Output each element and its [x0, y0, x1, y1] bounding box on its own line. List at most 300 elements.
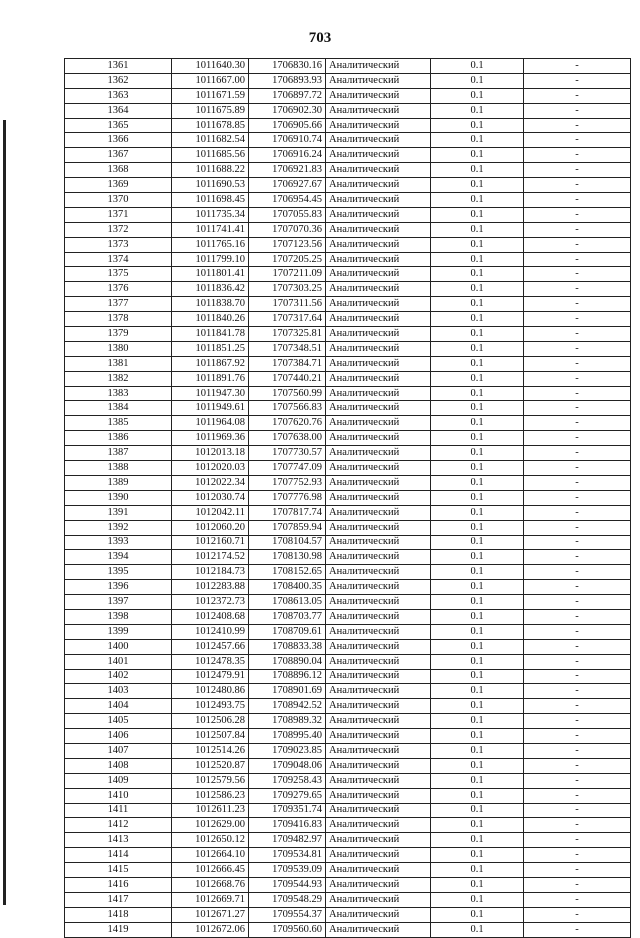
- x-coordinate-cell: 1012479.91: [172, 669, 249, 684]
- table-row: [65, 267, 631, 282]
- point-number-cell: 1376: [65, 282, 172, 297]
- method-cell: Аналитический: [326, 684, 431, 699]
- method-cell: Аналитический: [326, 624, 431, 639]
- x-coordinate-cell: 1011801.41: [172, 267, 249, 282]
- accuracy-cell: 0.1: [431, 461, 524, 476]
- dash-cell: -: [524, 267, 631, 282]
- point-number-cell: 1384: [65, 401, 172, 416]
- x-coordinate-cell: 1011675.89: [172, 103, 249, 118]
- x-coordinate-cell: 1012672.06: [172, 922, 249, 937]
- table-row: [65, 148, 631, 163]
- dash-cell: -: [524, 282, 631, 297]
- table-row: [65, 401, 631, 416]
- x-coordinate-cell: 1012493.75: [172, 699, 249, 714]
- dash-cell: -: [524, 595, 631, 610]
- y-coordinate-cell: 1708833.38: [249, 639, 326, 654]
- point-number-cell: 1413: [65, 833, 172, 848]
- dash-cell: -: [524, 788, 631, 803]
- point-number-cell: 1386: [65, 431, 172, 446]
- accuracy-cell: 0.1: [431, 773, 524, 788]
- point-number-cell: 1390: [65, 490, 172, 505]
- y-coordinate-cell: 1709482.97: [249, 833, 326, 848]
- method-cell: Аналитический: [326, 609, 431, 624]
- dash-cell: -: [524, 520, 631, 535]
- accuracy-cell: 0.1: [431, 639, 524, 654]
- y-coordinate-cell: 1706897.72: [249, 88, 326, 103]
- dash-cell: -: [524, 535, 631, 550]
- method-cell: Аналитический: [326, 788, 431, 803]
- accuracy-cell: 0.1: [431, 535, 524, 550]
- table-row: [65, 654, 631, 669]
- table-row: [65, 892, 631, 907]
- accuracy-cell: 0.1: [431, 729, 524, 744]
- table-row: [65, 922, 631, 937]
- method-cell: Аналитический: [326, 386, 431, 401]
- method-cell: Аналитический: [326, 535, 431, 550]
- method-cell: Аналитический: [326, 133, 431, 148]
- point-number-cell: 1416: [65, 877, 172, 892]
- x-coordinate-cell: 1011964.08: [172, 416, 249, 431]
- y-coordinate-cell: 1707123.56: [249, 237, 326, 252]
- method-cell: Аналитический: [326, 877, 431, 892]
- dash-cell: -: [524, 416, 631, 431]
- table-row: [65, 73, 631, 88]
- table-row: [65, 565, 631, 580]
- dash-cell: -: [524, 624, 631, 639]
- x-coordinate-cell: 1011891.76: [172, 371, 249, 386]
- point-number-cell: 1374: [65, 252, 172, 267]
- table-row: [65, 684, 631, 699]
- x-coordinate-cell: 1012030.74: [172, 490, 249, 505]
- x-coordinate-cell: 1012666.45: [172, 863, 249, 878]
- accuracy-cell: 0.1: [431, 193, 524, 208]
- y-coordinate-cell: 1708890.04: [249, 654, 326, 669]
- dash-cell: -: [524, 833, 631, 848]
- y-coordinate-cell: 1708942.52: [249, 699, 326, 714]
- y-coordinate-cell: 1708152.65: [249, 565, 326, 580]
- point-number-cell: 1379: [65, 327, 172, 342]
- point-number-cell: 1403: [65, 684, 172, 699]
- point-number-cell: 1394: [65, 550, 172, 565]
- coordinates-table-body: [65, 59, 631, 938]
- x-coordinate-cell: 1011799.10: [172, 252, 249, 267]
- point-number-cell: 1412: [65, 818, 172, 833]
- table-row: [65, 624, 631, 639]
- x-coordinate-cell: 1011682.54: [172, 133, 249, 148]
- accuracy-cell: 0.1: [431, 282, 524, 297]
- table-row: [65, 669, 631, 684]
- accuracy-cell: 0.1: [431, 178, 524, 193]
- y-coordinate-cell: 1707055.83: [249, 207, 326, 222]
- table-row: [65, 207, 631, 222]
- table-row: [65, 863, 631, 878]
- dash-cell: -: [524, 386, 631, 401]
- x-coordinate-cell: 1011741.41: [172, 222, 249, 237]
- table-row: [65, 222, 631, 237]
- point-number-cell: 1369: [65, 178, 172, 193]
- x-coordinate-cell: 1011685.56: [172, 148, 249, 163]
- x-coordinate-cell: 1012669.71: [172, 892, 249, 907]
- point-number-cell: 1418: [65, 907, 172, 922]
- dash-cell: -: [524, 461, 631, 476]
- accuracy-cell: 0.1: [431, 520, 524, 535]
- method-cell: Аналитический: [326, 699, 431, 714]
- x-coordinate-cell: 1012664.10: [172, 848, 249, 863]
- accuracy-cell: 0.1: [431, 327, 524, 342]
- y-coordinate-cell: 1707070.36: [249, 222, 326, 237]
- x-coordinate-cell: 1011836.42: [172, 282, 249, 297]
- table-row: [65, 848, 631, 863]
- method-cell: Аналитический: [326, 595, 431, 610]
- x-coordinate-cell: 1011949.61: [172, 401, 249, 416]
- y-coordinate-cell: 1709279.65: [249, 788, 326, 803]
- dash-cell: -: [524, 207, 631, 222]
- dash-cell: -: [524, 341, 631, 356]
- table-row: [65, 729, 631, 744]
- x-coordinate-cell: 1011671.59: [172, 88, 249, 103]
- accuracy-cell: 0.1: [431, 654, 524, 669]
- table-row: [65, 341, 631, 356]
- page-number: 703: [308, 30, 332, 46]
- table-row: [65, 550, 631, 565]
- table-row: [65, 580, 631, 595]
- method-cell: Аналитический: [326, 88, 431, 103]
- y-coordinate-cell: 1709539.09: [249, 863, 326, 878]
- method-cell: Аналитический: [326, 431, 431, 446]
- method-cell: Аналитический: [326, 565, 431, 580]
- x-coordinate-cell: 1012160.71: [172, 535, 249, 550]
- x-coordinate-cell: 1012514.26: [172, 743, 249, 758]
- x-coordinate-cell: 1011867.92: [172, 356, 249, 371]
- point-number-cell: 1400: [65, 639, 172, 654]
- accuracy-cell: 0.1: [431, 73, 524, 88]
- dash-cell: -: [524, 684, 631, 699]
- dash-cell: -: [524, 654, 631, 669]
- method-cell: Аналитический: [326, 356, 431, 371]
- method-cell: Аналитический: [326, 401, 431, 416]
- x-coordinate-cell: 1012478.35: [172, 654, 249, 669]
- point-number-cell: 1410: [65, 788, 172, 803]
- method-cell: Аналитический: [326, 758, 431, 773]
- y-coordinate-cell: 1707317.64: [249, 312, 326, 327]
- x-coordinate-cell: 1012611.23: [172, 803, 249, 818]
- accuracy-cell: 0.1: [431, 133, 524, 148]
- x-coordinate-cell: 1012060.20: [172, 520, 249, 535]
- table-row: [65, 163, 631, 178]
- method-cell: Аналитический: [326, 446, 431, 461]
- dash-cell: -: [524, 252, 631, 267]
- x-coordinate-cell: 1011688.22: [172, 163, 249, 178]
- y-coordinate-cell: 1707752.93: [249, 475, 326, 490]
- dash-cell: -: [524, 863, 631, 878]
- x-coordinate-cell: 1012184.73: [172, 565, 249, 580]
- dash-cell: -: [524, 922, 631, 937]
- y-coordinate-cell: 1706905.66: [249, 118, 326, 133]
- point-number-cell: 1405: [65, 714, 172, 729]
- table-row: [65, 431, 631, 446]
- table-row: [65, 907, 631, 922]
- dash-cell: -: [524, 803, 631, 818]
- method-cell: Аналитический: [326, 639, 431, 654]
- y-coordinate-cell: 1706902.30: [249, 103, 326, 118]
- accuracy-cell: 0.1: [431, 684, 524, 699]
- table-row: [65, 818, 631, 833]
- accuracy-cell: 0.1: [431, 59, 524, 74]
- accuracy-cell: 0.1: [431, 416, 524, 431]
- table-row: [65, 490, 631, 505]
- y-coordinate-cell: 1708989.32: [249, 714, 326, 729]
- y-coordinate-cell: 1706954.45: [249, 193, 326, 208]
- x-coordinate-cell: 1011841.78: [172, 327, 249, 342]
- point-number-cell: 1415: [65, 863, 172, 878]
- accuracy-cell: 0.1: [431, 356, 524, 371]
- accuracy-cell: 0.1: [431, 803, 524, 818]
- y-coordinate-cell: 1707211.09: [249, 267, 326, 282]
- x-coordinate-cell: 1011690.53: [172, 178, 249, 193]
- method-cell: Аналитический: [326, 118, 431, 133]
- dash-cell: -: [524, 222, 631, 237]
- accuracy-cell: 0.1: [431, 237, 524, 252]
- accuracy-cell: 0.1: [431, 297, 524, 312]
- coordinates-table: [64, 58, 631, 938]
- table-row: [65, 535, 631, 550]
- dash-cell: -: [524, 327, 631, 342]
- table-row: [65, 88, 631, 103]
- method-cell: Аналитический: [326, 892, 431, 907]
- dash-cell: -: [524, 609, 631, 624]
- accuracy-cell: 0.1: [431, 118, 524, 133]
- y-coordinate-cell: 1708104.57: [249, 535, 326, 550]
- x-coordinate-cell: 1012586.23: [172, 788, 249, 803]
- point-number-cell: 1409: [65, 773, 172, 788]
- table-row: [65, 416, 631, 431]
- x-coordinate-cell: 1012283.88: [172, 580, 249, 595]
- accuracy-cell: 0.1: [431, 550, 524, 565]
- dash-cell: -: [524, 133, 631, 148]
- point-number-cell: 1383: [65, 386, 172, 401]
- method-cell: Аналитический: [326, 505, 431, 520]
- table-row: [65, 312, 631, 327]
- y-coordinate-cell: 1707384.71: [249, 356, 326, 371]
- point-number-cell: 1378: [65, 312, 172, 327]
- method-cell: Аналитический: [326, 461, 431, 476]
- table-row: [65, 118, 631, 133]
- dash-cell: -: [524, 743, 631, 758]
- accuracy-cell: 0.1: [431, 475, 524, 490]
- x-coordinate-cell: 1011947.30: [172, 386, 249, 401]
- accuracy-cell: 0.1: [431, 222, 524, 237]
- y-coordinate-cell: 1707560.99: [249, 386, 326, 401]
- table-row: [65, 446, 631, 461]
- method-cell: Аналитический: [326, 580, 431, 595]
- accuracy-cell: 0.1: [431, 848, 524, 863]
- y-coordinate-cell: 1707348.51: [249, 341, 326, 356]
- method-cell: Аналитический: [326, 371, 431, 386]
- method-cell: Аналитический: [326, 312, 431, 327]
- x-coordinate-cell: 1012480.86: [172, 684, 249, 699]
- accuracy-cell: 0.1: [431, 431, 524, 446]
- point-number-cell: 1381: [65, 356, 172, 371]
- method-cell: Аналитический: [326, 222, 431, 237]
- y-coordinate-cell: 1709416.83: [249, 818, 326, 833]
- method-cell: Аналитический: [326, 148, 431, 163]
- point-number-cell: 1368: [65, 163, 172, 178]
- method-cell: Аналитический: [326, 729, 431, 744]
- point-number-cell: 1370: [65, 193, 172, 208]
- y-coordinate-cell: 1708703.77: [249, 609, 326, 624]
- point-number-cell: 1407: [65, 743, 172, 758]
- method-cell: Аналитический: [326, 59, 431, 74]
- accuracy-cell: 0.1: [431, 371, 524, 386]
- dash-cell: -: [524, 446, 631, 461]
- point-number-cell: 1404: [65, 699, 172, 714]
- point-number-cell: 1371: [65, 207, 172, 222]
- dash-cell: -: [524, 505, 631, 520]
- dash-cell: -: [524, 580, 631, 595]
- y-coordinate-cell: 1707205.25: [249, 252, 326, 267]
- method-cell: Аналитический: [326, 550, 431, 565]
- dash-cell: -: [524, 892, 631, 907]
- table-row: [65, 758, 631, 773]
- accuracy-cell: 0.1: [431, 833, 524, 848]
- dash-cell: -: [524, 88, 631, 103]
- point-number-cell: 1391: [65, 505, 172, 520]
- table-row: [65, 327, 631, 342]
- table-row: [65, 714, 631, 729]
- dash-cell: -: [524, 758, 631, 773]
- y-coordinate-cell: 1709548.29: [249, 892, 326, 907]
- x-coordinate-cell: 1012629.00: [172, 818, 249, 833]
- accuracy-cell: 0.1: [431, 818, 524, 833]
- point-number-cell: 1380: [65, 341, 172, 356]
- dash-cell: -: [524, 73, 631, 88]
- y-coordinate-cell: 1707311.56: [249, 297, 326, 312]
- dash-cell: -: [524, 907, 631, 922]
- y-coordinate-cell: 1706830.16: [249, 59, 326, 74]
- table-row: [65, 639, 631, 654]
- table-row: [65, 833, 631, 848]
- method-cell: Аналитический: [326, 327, 431, 342]
- dash-cell: -: [524, 818, 631, 833]
- dash-cell: -: [524, 431, 631, 446]
- method-cell: Аналитический: [326, 475, 431, 490]
- x-coordinate-cell: 1011735.34: [172, 207, 249, 222]
- table-row: [65, 103, 631, 118]
- method-cell: Аналитический: [326, 833, 431, 848]
- accuracy-cell: 0.1: [431, 743, 524, 758]
- x-coordinate-cell: 1012507.84: [172, 729, 249, 744]
- y-coordinate-cell: 1708896.12: [249, 669, 326, 684]
- accuracy-cell: 0.1: [431, 103, 524, 118]
- accuracy-cell: 0.1: [431, 595, 524, 610]
- accuracy-cell: 0.1: [431, 714, 524, 729]
- x-coordinate-cell: 1012457.66: [172, 639, 249, 654]
- table-row: [65, 520, 631, 535]
- point-number-cell: 1385: [65, 416, 172, 431]
- method-cell: Аналитический: [326, 907, 431, 922]
- method-cell: Аналитический: [326, 669, 431, 684]
- table-row: [65, 609, 631, 624]
- accuracy-cell: 0.1: [431, 148, 524, 163]
- table-row: [65, 475, 631, 490]
- point-number-cell: 1375: [65, 267, 172, 282]
- y-coordinate-cell: 1708400.35: [249, 580, 326, 595]
- point-number-cell: 1382: [65, 371, 172, 386]
- accuracy-cell: 0.1: [431, 877, 524, 892]
- y-coordinate-cell: 1709534.81: [249, 848, 326, 863]
- x-coordinate-cell: 1012042.11: [172, 505, 249, 520]
- point-number-cell: 1373: [65, 237, 172, 252]
- y-coordinate-cell: 1706916.24: [249, 148, 326, 163]
- method-cell: Аналитический: [326, 252, 431, 267]
- method-cell: Аналитический: [326, 490, 431, 505]
- dash-cell: -: [524, 118, 631, 133]
- table-row: [65, 252, 631, 267]
- accuracy-cell: 0.1: [431, 490, 524, 505]
- accuracy-cell: 0.1: [431, 163, 524, 178]
- table-row: [65, 193, 631, 208]
- x-coordinate-cell: 1012520.87: [172, 758, 249, 773]
- dash-cell: -: [524, 877, 631, 892]
- table-row: [65, 505, 631, 520]
- dash-cell: -: [524, 193, 631, 208]
- table-row: [65, 133, 631, 148]
- point-number-cell: 1408: [65, 758, 172, 773]
- dash-cell: -: [524, 490, 631, 505]
- dash-cell: -: [524, 178, 631, 193]
- accuracy-cell: 0.1: [431, 446, 524, 461]
- accuracy-cell: 0.1: [431, 699, 524, 714]
- y-coordinate-cell: 1709023.85: [249, 743, 326, 758]
- point-number-cell: 1364: [65, 103, 172, 118]
- table-row: [65, 59, 631, 74]
- point-number-cell: 1398: [65, 609, 172, 624]
- dash-cell: -: [524, 639, 631, 654]
- x-coordinate-cell: 1011969.36: [172, 431, 249, 446]
- method-cell: Аналитический: [326, 178, 431, 193]
- dash-cell: -: [524, 59, 631, 74]
- accuracy-cell: 0.1: [431, 788, 524, 803]
- method-cell: Аналитический: [326, 743, 431, 758]
- table-row: [65, 743, 631, 758]
- method-cell: Аналитический: [326, 922, 431, 937]
- point-number-cell: 1387: [65, 446, 172, 461]
- method-cell: Аналитический: [326, 193, 431, 208]
- x-coordinate-cell: 1012174.52: [172, 550, 249, 565]
- dash-cell: -: [524, 773, 631, 788]
- method-cell: Аналитический: [326, 163, 431, 178]
- dash-cell: -: [524, 237, 631, 252]
- dash-cell: -: [524, 297, 631, 312]
- x-coordinate-cell: 1012650.12: [172, 833, 249, 848]
- point-number-cell: 1406: [65, 729, 172, 744]
- method-cell: Аналитический: [326, 803, 431, 818]
- point-number-cell: 1366: [65, 133, 172, 148]
- point-number-cell: 1363: [65, 88, 172, 103]
- table-row: [65, 461, 631, 476]
- y-coordinate-cell: 1709258.43: [249, 773, 326, 788]
- y-coordinate-cell: 1707747.09: [249, 461, 326, 476]
- y-coordinate-cell: 1707859.94: [249, 520, 326, 535]
- point-number-cell: 1402: [65, 669, 172, 684]
- x-coordinate-cell: 1011640.30: [172, 59, 249, 74]
- table-row: [65, 371, 631, 386]
- dash-cell: -: [524, 312, 631, 327]
- dash-cell: -: [524, 848, 631, 863]
- table-row: [65, 356, 631, 371]
- method-cell: Аналитический: [326, 520, 431, 535]
- accuracy-cell: 0.1: [431, 386, 524, 401]
